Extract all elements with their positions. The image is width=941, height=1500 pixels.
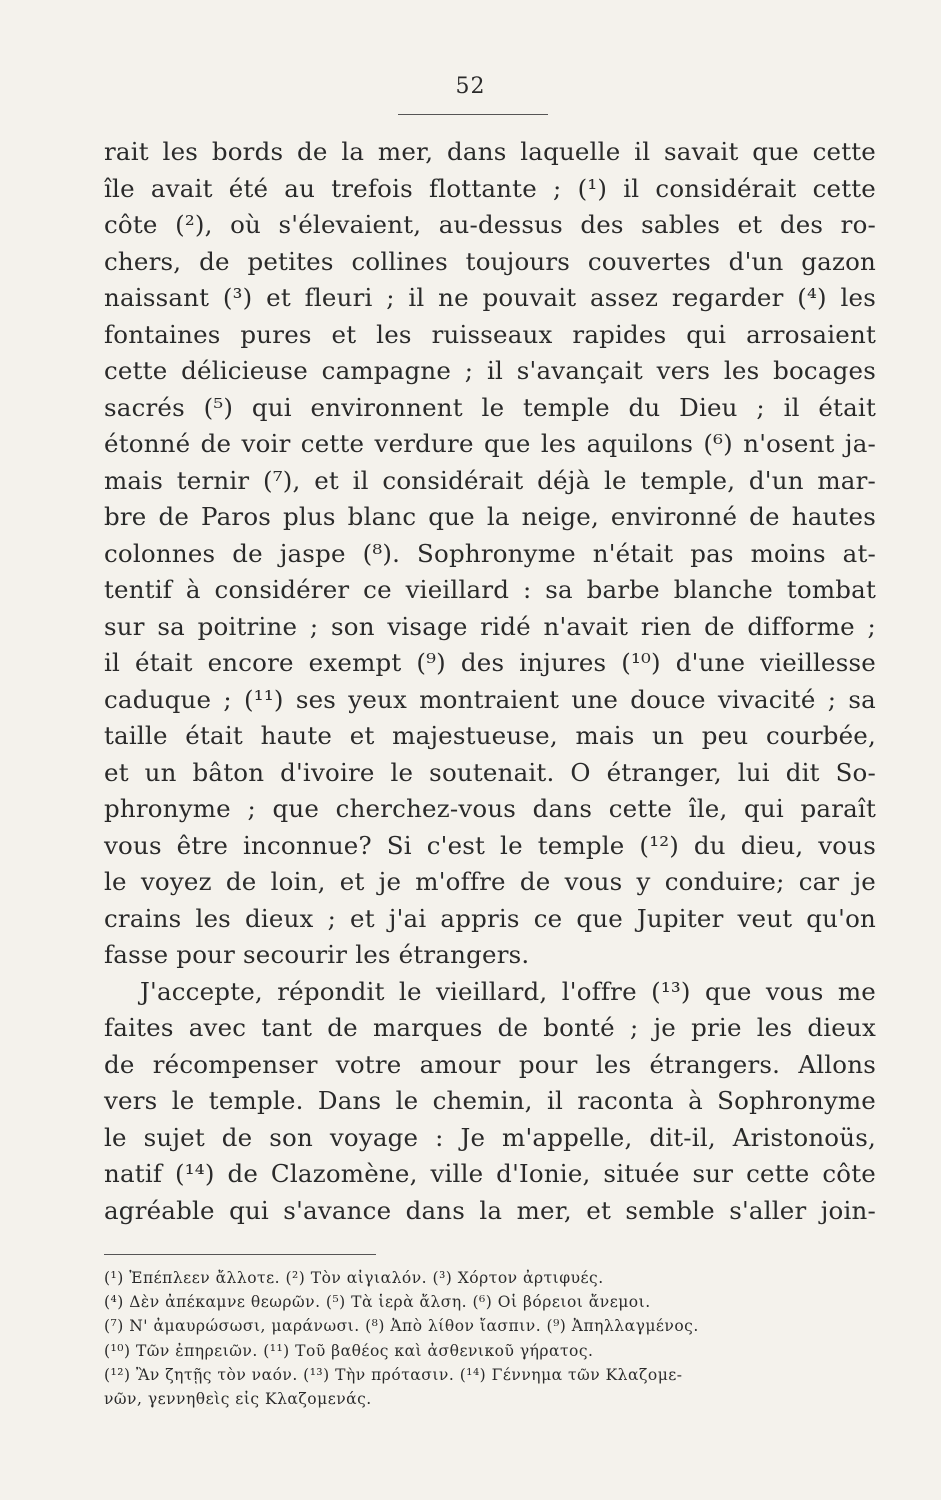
text-line: et un bâton d'ivoire le soutenait. O étranger, lui dit So-: [104, 757, 876, 787]
text-line: le voyez de loin, et je m'offre de vous y conduire; car je: [104, 867, 876, 896]
text-line: agréable qui s'avance dans la mer, et semble s'aller join-: [104, 1195, 876, 1225]
text-line: fasse pour secourir les étrangers.: [104, 940, 530, 969]
text-line: faites avec tant de marques de bonté ; je prie les dieux: [104, 1013, 876, 1042]
body-text: [104, 134, 876, 1229]
text-line: le sujet de son voyage : Je m'appelle, dit-il, Aristonoüs,: [104, 1122, 876, 1152]
footnote-line: (¹⁰) Τῶν ἐπηρειῶν. (¹¹) Τοῦ βαθέος καὶ ἀσθενικοῦ γήρατος.: [104, 1341, 594, 1360]
text-line: vers le temple. Dans le chemin, il raconta à Sophronyme: [104, 1086, 876, 1115]
text-line: chers, de petites collines toujours couvertes d'un gazon: [104, 246, 876, 276]
text-line: vous être inconnue? Si c'est le temple (¹²) du dieu, vous: [104, 830, 876, 860]
text-line: mais ternir (⁷), et il considérait déjà le temple, d'un mar-: [104, 465, 876, 495]
text-line: phronyme ; que cherchez-vous dans cette île, qui paraît: [104, 794, 876, 823]
text-line: fontaines pures et les ruisseaux rapides qui arrosaient: [104, 319, 876, 349]
text-line: côte (²), où s'élevaient, au-dessus des sables et des ro-: [104, 210, 876, 239]
text-line: cette délicieuse campagne ; il s'avançait vers les bocages: [104, 356, 876, 385]
text-line: crains les dieux ; et j'ai appris ce que Jupiter veut qu'on: [104, 903, 876, 933]
text-line: caduque ; (¹¹) ses yeux montraient une douce vivacité ; sa: [104, 684, 876, 714]
text-line: île avait été au trefois flottante ; (¹) il considérait cette: [104, 173, 876, 203]
text-line: sacrés (⁵) qui environnent le temple du Dieu ; il était: [104, 392, 876, 422]
footnote-line: (¹²) Ἂν ζητῇς τὸν ναόν. (¹³) Τὴν πρότασιν. (¹⁴) Γέννημα τῶν Κλαζομε-: [104, 1365, 683, 1384]
text-line: natif (¹⁴) de Clazomène, ville d'Ionie, située sur cette côte: [104, 1159, 876, 1188]
text-line: bre de Paros plus blanc que la neige, environné de hautes: [104, 502, 876, 531]
text-line: naissant (³) et fleuri ; il ne pouvait assez regarder (⁴) les: [104, 283, 876, 312]
text-line: de récompenser votre amour pour les étrangers. Allons: [104, 1049, 876, 1079]
text-line: taille était haute et majestueuse, mais un peu courbée,: [104, 721, 876, 750]
paragraph-start-line: J'accepte, répondit le vieillard, l'offre (¹³) que vous me: [140, 976, 876, 1006]
text-line: sur sa poitrine ; son visage ridé n'avait rien de difforme ;: [104, 611, 876, 641]
footnote-rule: [104, 1254, 376, 1255]
page-number: 52: [455, 74, 486, 99]
text-line: il était encore exempt (⁹) des injures (¹⁰) d'une vieillesse: [104, 648, 876, 677]
header-rule: [398, 114, 548, 115]
text-line: tentif à considérer ce vieillard : sa barbe blanche tombat: [104, 575, 876, 604]
footnote-line: νῶν, γεννηθεὶς εἰς Κλαζομενάς.: [104, 1389, 372, 1408]
text-line: rait les bords de la mer, dans laquelle il savait que cette: [104, 137, 876, 166]
footnote-line: (¹) Ἐπέπλεεν ἄλλοτε. (²) Τὸν αἰγιαλόν. (³) Χόρτον ἀρτιφυές.: [104, 1269, 604, 1287]
text-line: étonné de voir cette verdure que les aquilons (⁶) n'osent ja-: [104, 429, 876, 458]
footnote-line: (⁴) Δὲν ἀπέκαμνε θεωρῶν. (⁵) Τὰ ἱερὰ ἄλση. (⁶) Οἱ βόρειοι ἄνεμοι.: [104, 1293, 651, 1312]
text-line: colonnes de jaspe (⁸). Sophronyme n'était pas moins at-: [104, 538, 876, 568]
footnote-line: (⁷) Ν' ἀμαυρώσωσι, μαράνωσι. (⁸) Ἀπὸ λίθον ἴασπιν. (⁹) Ἀπηλλαγμένος.: [104, 1317, 699, 1336]
footnotes: [104, 1266, 876, 1411]
